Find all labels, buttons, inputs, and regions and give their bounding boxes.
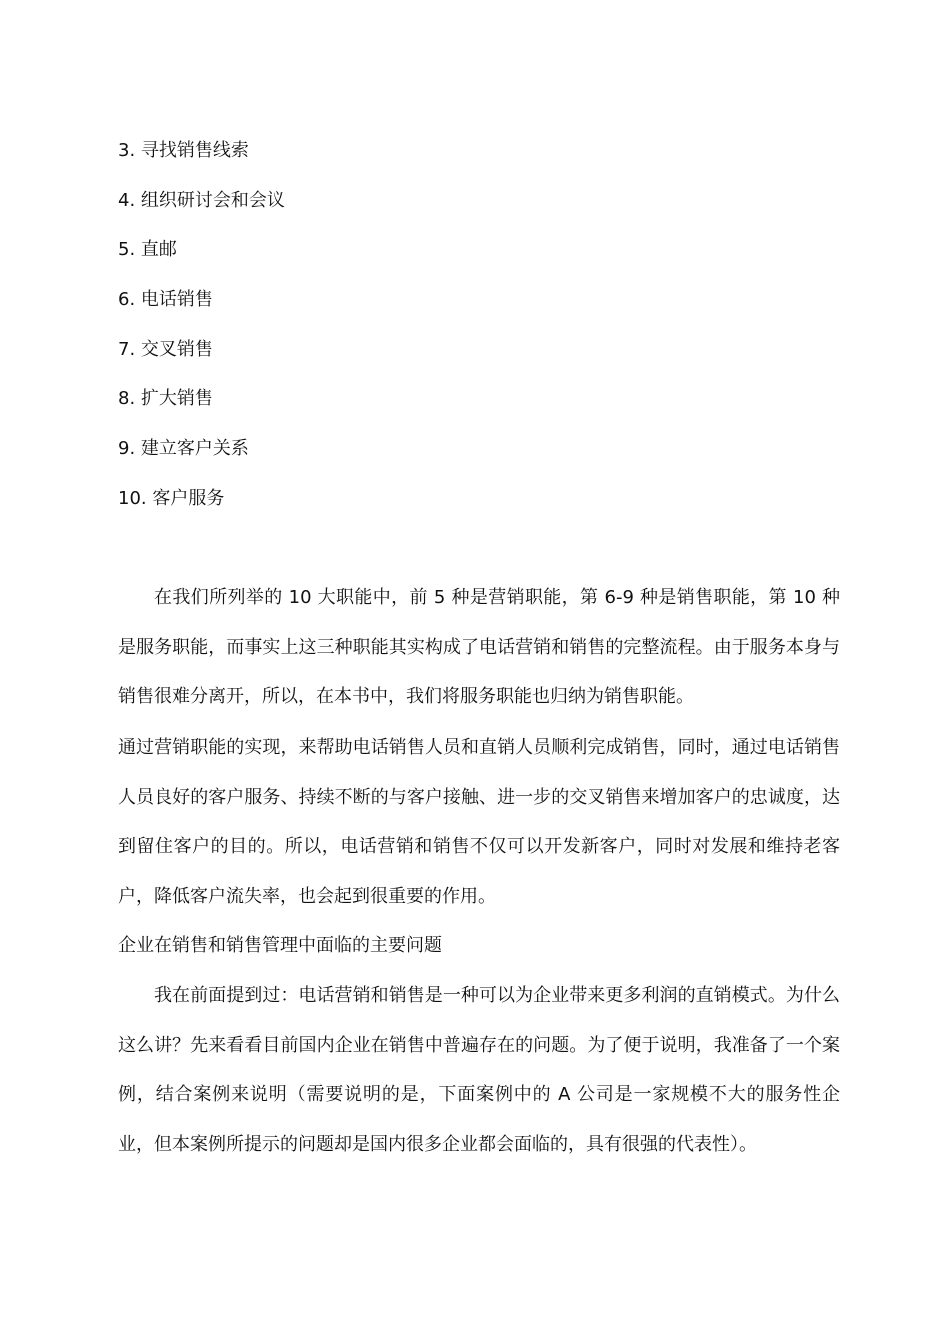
- paragraph-case-intro: 我在前面提到过：电话营销和销售是一种可以为企业带来更多利润的直销模式。为什么这么讲？先来看看目前国内企业在销售中普遍存在的问题。为了便于说明，我准备了一个案例，结合案例来说明（需要说明的是，下面案例中的 A 公司是一家规模不大的服务性企业，但本案例所提示的问题却是国内很多企业都会面临的，具有很强的代表性）。: [118, 985, 840, 1155]
- list-item: 5. 直邮: [118, 239, 177, 261]
- list-item: 8. 扩大销售: [118, 388, 213, 410]
- list-item: 6. 电话销售: [118, 289, 213, 311]
- paragraph-marketing-effect: 通过营销职能的实现，来帮助电话销售人员和直销人员顺利完成销售，同时，通过电话销售人员良好的客户服务、持续不断的与客户接触、进一步的交叉销售来增加客户的忠诚度，达到留住客户的目的。所以，电话营销和销售不仅可以开发新客户，同时对发展和维持老客户，降低客户流失率，也会起到很重要的作用。: [118, 737, 840, 907]
- list-item: 9. 建立客户关系: [118, 438, 249, 460]
- list-item: 3. 寻找销售线索: [118, 140, 249, 161]
- paragraph-functions-summary: 在我们所列举的 10 大职能中，前 5 种是营销职能，第 6-9 种是销售职能，第 10 种是服务职能，而事实上这三种职能其实构成了电话营销和销售的完整流程。由于服务本身与销售很难分离开，所以，在本书中，我们将服务职能也归纳为销售职能。: [118, 587, 840, 708]
- list-item: 7. 交叉销售: [118, 338, 213, 360]
- function-list: [118, 136, 838, 534]
- list-item: 4. 组织研讨会和会议: [118, 189, 285, 211]
- section-heading: 企业在销售和销售管理中面临的主要问题: [118, 935, 442, 956]
- list-item: 10. 客户服务: [118, 487, 225, 509]
